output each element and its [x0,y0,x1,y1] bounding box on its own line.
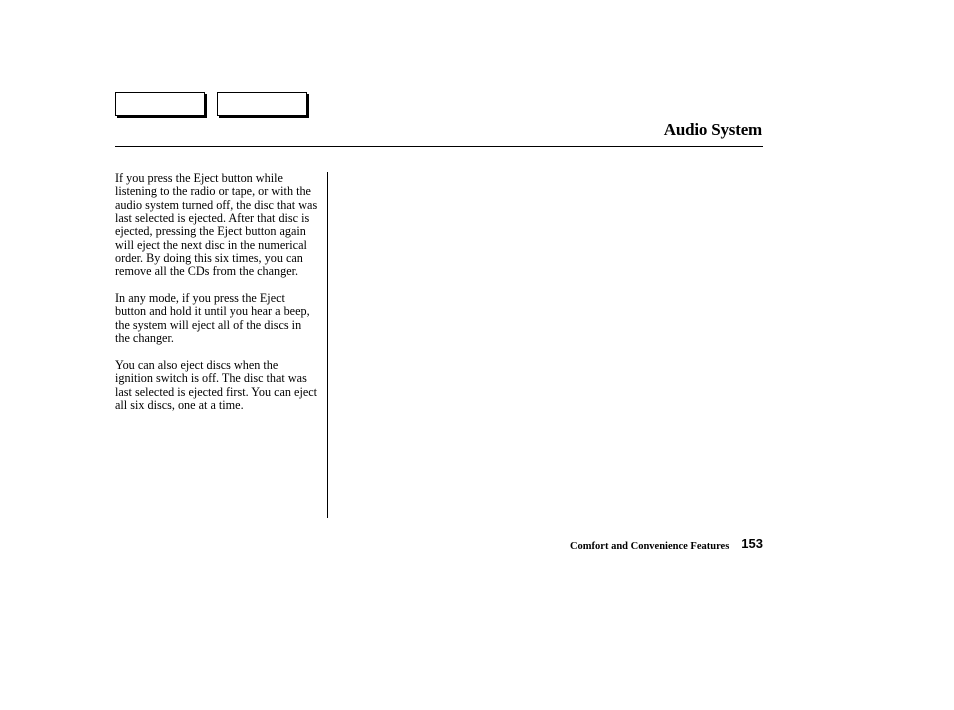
column-divider [327,172,328,518]
nav-next-button[interactable] [217,92,307,116]
title-rule [115,146,763,147]
nav-previous-button[interactable] [115,92,205,116]
page-number: 153 [741,536,763,551]
page-footer [570,536,763,554]
footer-section-name: Comfort and Convenience Features [569,541,730,552]
text-column [115,172,319,426]
paragraph-eject-all: In any mode, if you press the Eject button and hold it until you hear a beep, the system will eject all of the discs in the changer. [115,291,310,346]
section-title: Audio System [663,120,762,139]
paragraph-eject-single: If you press the Eject button while listening to the radio or tape, or with the audio system turned off, the disc that was last selected is ejected. After that disc is ejected, pressing the Eject button again will eject the next disc in the numerical order. By doing this six times, you can remove all the CDs from the changer. [115,171,318,279]
paragraph-eject-ignition-off: You can also eject discs when the ignition switch is off. The disc that was last selected is ejected first. You can eject all six discs, one at a time. [115,357,318,412]
